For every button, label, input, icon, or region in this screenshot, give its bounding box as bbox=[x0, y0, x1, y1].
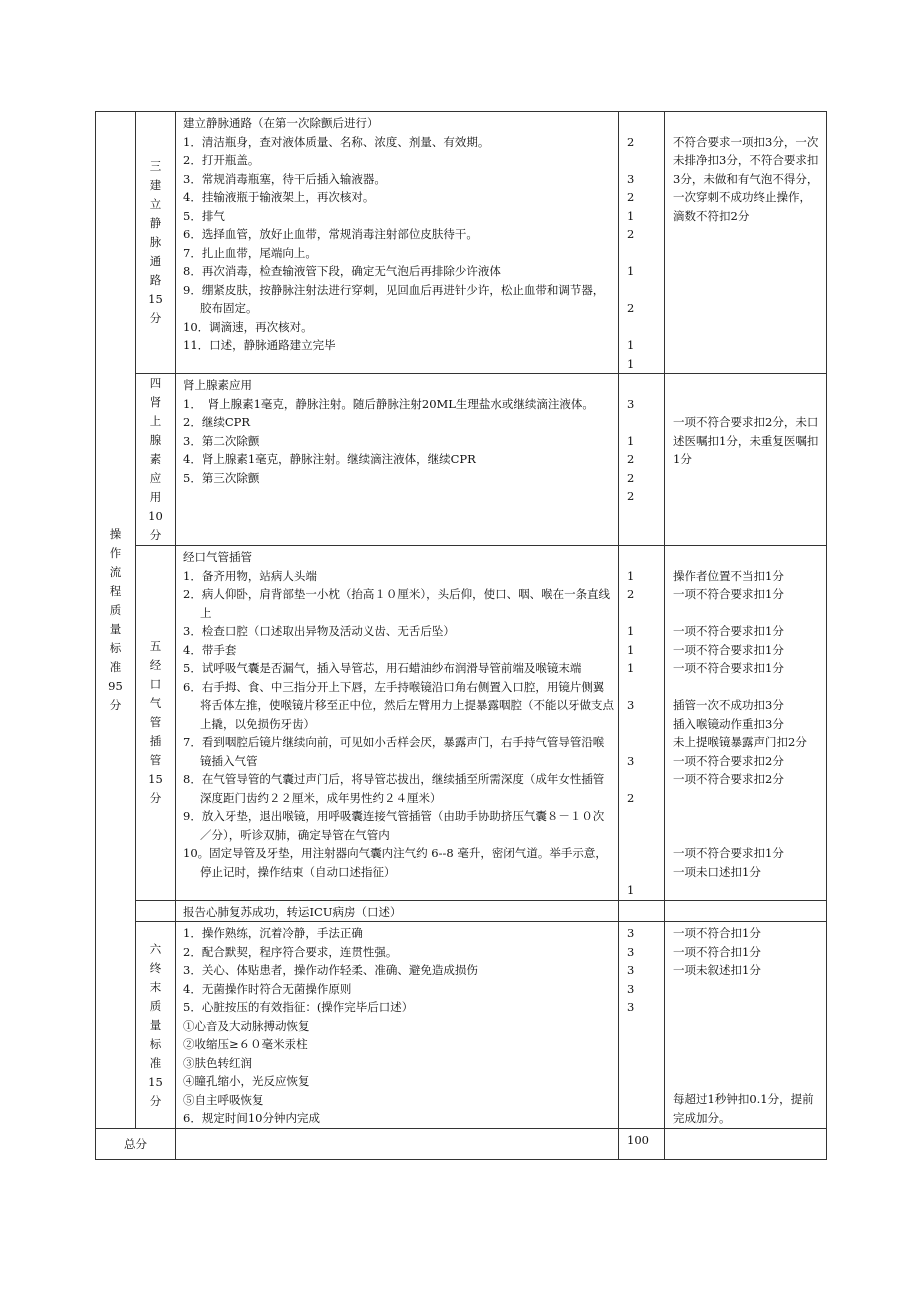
deduction-text: 一项不符合要求扣2分 bbox=[673, 772, 784, 786]
list-item: 3．关心、体贴患者，操作动作轻柔、准确、避免造成损伤 bbox=[183, 963, 478, 977]
label-char: 立 bbox=[149, 197, 162, 211]
main-char: 分 bbox=[109, 698, 122, 712]
list-item: 4．挂输液瓶于输液架上，再次核对。 bbox=[183, 190, 375, 204]
score-value: 2 bbox=[627, 227, 635, 241]
main-category-label bbox=[96, 112, 136, 1129]
total-score-value: 100 bbox=[627, 1133, 649, 1147]
label-char: 建 bbox=[149, 178, 162, 192]
deduction-text: 一项不符合要求扣1分 bbox=[673, 846, 784, 860]
section-3-row bbox=[96, 112, 827, 374]
label-char: 管 bbox=[149, 715, 162, 730]
label-char: 气 bbox=[149, 696, 162, 711]
section-5-deduction bbox=[665, 546, 827, 901]
list-item: 5．排气 bbox=[183, 208, 225, 223]
main-char: 流 bbox=[109, 565, 122, 579]
score-value: 2 bbox=[627, 587, 635, 601]
total-score bbox=[619, 1129, 665, 1160]
report-content bbox=[176, 900, 619, 922]
deduction-text: 一项不符合扣1分 bbox=[673, 926, 761, 940]
list-item: 1． 肾上腺素1毫克，静脉注射。随后静脉注射20ML生理盐水或继续滴注液体。 bbox=[183, 396, 594, 411]
section-6-scores bbox=[619, 922, 665, 1129]
label-char: 肾 bbox=[149, 395, 162, 409]
deduction-text: 每超过1秒钟扣0.1分，提前完成加分。 bbox=[673, 1092, 814, 1125]
section-3-label bbox=[136, 112, 176, 374]
deduction-text: 一项未叙述扣1分 bbox=[673, 963, 761, 977]
section-4-scores bbox=[619, 374, 665, 546]
list-item: 6．右手拇、食、中三指分开上下唇，左手持喉镜沿口角右侧置入口腔，用镜片侧翼将舌体左推，使喉镜片移至正中位，然后左臂用力上提暴露咽腔（不能以牙做支点上撬，以免损伤牙齿） bbox=[183, 679, 614, 731]
list-item: 3．常规消毒瓶塞，待干后插入输液器。 bbox=[183, 171, 386, 186]
score-value: 2 bbox=[627, 489, 635, 503]
score-value: 2 bbox=[627, 190, 635, 204]
label-char: 脉 bbox=[149, 235, 162, 249]
label-char: 15 bbox=[148, 772, 163, 787]
label-char: 分 bbox=[149, 791, 162, 806]
label-char: 10 bbox=[148, 509, 163, 523]
list-item: 5．心脏按压的有效指征：(操作完毕后口述） bbox=[183, 1000, 414, 1014]
score-value: 3 bbox=[627, 981, 635, 996]
label-char: 分 bbox=[149, 311, 162, 325]
score-value: 1 bbox=[627, 356, 635, 371]
label-char: 质 bbox=[149, 998, 162, 1013]
list-item: 5．第三次除颤 bbox=[183, 470, 260, 485]
total-deduction-cell bbox=[665, 1129, 827, 1160]
main-char: 95 bbox=[108, 679, 123, 693]
section-3-content bbox=[176, 112, 619, 374]
total-label bbox=[96, 1129, 176, 1160]
label-char: 口 bbox=[149, 677, 162, 692]
score-value: 3 bbox=[627, 171, 635, 186]
deduction-text: 一项不符合要求扣1分 bbox=[673, 624, 784, 638]
score-value: 3 bbox=[627, 698, 635, 712]
deduction-text: 不符合要求一项扣3分，一次未排净扣3分，不符合要求扣3分，未做和有气泡不得分，一次穿刺不成功终止操作，滴数不符扣2分 bbox=[673, 134, 819, 223]
label-char: 管 bbox=[149, 753, 162, 768]
label-char: 标 bbox=[149, 1036, 162, 1051]
list-item: 10．调滴速，再次核对。 bbox=[183, 319, 313, 334]
score-value: 3 bbox=[627, 1000, 635, 1014]
deduction-text: 一项不符合扣1分 bbox=[673, 944, 761, 959]
list-item: 4．无菌操作时符合无菌操作原则 bbox=[183, 981, 352, 996]
report-label-cell bbox=[136, 900, 176, 922]
list-item: 4．带手套 bbox=[183, 642, 237, 657]
score-value: 2 bbox=[627, 452, 635, 466]
scoring-table bbox=[95, 111, 827, 1160]
deduction-text: 一项未口述扣1分 bbox=[673, 864, 761, 879]
score-value: 1 bbox=[627, 338, 635, 352]
score-value: 3 bbox=[627, 396, 635, 411]
section-4-row bbox=[96, 374, 827, 546]
total-content-cell bbox=[176, 1129, 619, 1160]
label-char: 末 bbox=[149, 979, 162, 994]
score-value: 3 bbox=[627, 963, 635, 977]
list-item: 2．继续CPR bbox=[183, 415, 251, 429]
label-char: 经 bbox=[149, 658, 162, 673]
label-char: 四 bbox=[149, 376, 162, 390]
main-char: 作 bbox=[109, 546, 122, 560]
list-item: ④瞳孔缩小，光反应恢复 bbox=[183, 1074, 310, 1088]
total-row bbox=[96, 1129, 827, 1160]
label-char: 用 bbox=[149, 490, 162, 504]
deduction-text: 插管一次不成功扣3分 bbox=[673, 698, 784, 712]
label-char: 15 bbox=[148, 1074, 163, 1089]
list-item: ①心音及大动脉搏动恢复 bbox=[183, 1018, 310, 1033]
list-item: 5．试呼吸气囊是否漏气，插入导管芯，用石蜡油纱布润滑导管前端及喉镜末端 bbox=[183, 661, 582, 675]
score-value: 1 bbox=[627, 661, 635, 675]
list-item: 1．备齐用物，站病人头端 bbox=[183, 568, 317, 583]
label-char: 路 bbox=[149, 273, 162, 287]
deduction-text: 操作者位置不当扣1分 bbox=[673, 568, 784, 583]
list-item: 11．口述，静脉通路建立完毕 bbox=[183, 338, 336, 352]
section-3-deduction bbox=[665, 112, 827, 374]
section-3-scores bbox=[619, 112, 665, 374]
label-char: 准 bbox=[149, 1055, 162, 1070]
deduction-text: 插入喉镜动作重扣3分 bbox=[673, 716, 784, 731]
section-6-label bbox=[136, 922, 176, 1129]
deduction-text: 一项不符合要求扣1分 bbox=[673, 661, 784, 675]
list-item: 7．看到咽腔后镜片继续向前，可见如小舌样会厌，暴露声门，右手持气管导管沿喉镜插入气管 bbox=[183, 735, 605, 768]
main-char: 程 bbox=[109, 584, 122, 598]
section-4-label bbox=[136, 374, 176, 546]
list-item: 2．病人仰卧，肩背部垫一小枕（抬高１０厘米），头后仰，使口、咽、喉在一条直线上 bbox=[183, 587, 611, 620]
label-char: 应 bbox=[149, 471, 162, 485]
section-5-scores bbox=[619, 546, 665, 901]
deduction-text: 未上提喉镜暴露声门扣2分 bbox=[673, 735, 807, 749]
label-char: 通 bbox=[149, 254, 162, 268]
report-text: 报告心肺复苏成功，转运ICU病房（口述） bbox=[183, 904, 402, 919]
score-value: 1 bbox=[627, 568, 635, 583]
score-value: 3 bbox=[627, 944, 635, 959]
main-char: 操 bbox=[109, 527, 122, 541]
section-title: 经口气管插管 bbox=[183, 550, 252, 564]
score-value: 1 bbox=[627, 208, 635, 223]
main-char: 标 bbox=[109, 641, 122, 655]
label-char: 量 bbox=[149, 1017, 162, 1032]
list-item: 7．扎止血带，尾端向上。 bbox=[183, 245, 317, 260]
score-value: 2 bbox=[627, 790, 635, 805]
label-char: 五 bbox=[149, 639, 162, 654]
list-item: 4．肾上腺素1毫克，静脉注射。继续滴注液体，继续CPR bbox=[183, 452, 476, 466]
section-6-deduction bbox=[665, 922, 827, 1129]
list-item: 6．选择血管，放好止血带，常规消毒注射部位皮肤待干。 bbox=[183, 227, 478, 241]
label-char: 六 bbox=[149, 941, 162, 956]
report-row bbox=[96, 900, 827, 922]
score-value: 3 bbox=[627, 753, 635, 768]
score-value: 1 bbox=[627, 624, 635, 638]
score-value: 2 bbox=[627, 301, 635, 315]
section-4-deduction bbox=[665, 374, 827, 546]
label-char: 素 bbox=[149, 452, 162, 466]
report-score-cell bbox=[619, 900, 665, 922]
deduction-text: 一项不符合要求扣1分 bbox=[673, 587, 784, 601]
section-5-row bbox=[96, 546, 827, 901]
label-char: 插 bbox=[149, 734, 162, 749]
list-item: ②收缩压≥６０毫米汞柱 bbox=[183, 1037, 308, 1051]
total-label-text: 总分 bbox=[124, 1137, 147, 1151]
main-char: 质 bbox=[109, 603, 122, 617]
label-char: 15 bbox=[148, 292, 163, 306]
deduction-text: 一项不符合要求扣2分 bbox=[673, 753, 784, 768]
list-item: 3．检查口腔（口述取出异物及活动义齿、无舌后坠） bbox=[183, 624, 455, 638]
list-item: 3．第二次除颤 bbox=[183, 433, 260, 448]
score-value: 1 bbox=[627, 433, 635, 448]
list-item: 8．再次消毒，检查输液管下段，确定无气泡后再排除少许液体 bbox=[183, 264, 501, 278]
list-item: 6．规定时间10分钟内完成 bbox=[183, 1111, 320, 1125]
label-char: 腺 bbox=[149, 433, 162, 447]
list-item: 9．放入牙垫，退出喉镜，用呼吸囊连接气管插管（由助手协助挤压气囊８－１０次／分），听诊双肺，确定导管在气管内 bbox=[183, 809, 605, 842]
score-value: 2 bbox=[627, 134, 635, 149]
score-value: 1 bbox=[627, 642, 635, 657]
section-6-content bbox=[176, 922, 619, 1129]
section-5-label bbox=[136, 546, 176, 901]
list-item: 10。固定导管及牙垫，用注射器向气囊内注气约 6--8 毫升，密闭气道。举手示意，停止记时，操作结束（自动口述指征） bbox=[183, 846, 607, 879]
list-item: ⑤自主呼吸恢复 bbox=[183, 1092, 264, 1107]
list-item: 9．绷紧皮肤，按静脉注射法进行穿刺，见回血后再进针少许，松止血带和调节器，胶布固定。 bbox=[183, 282, 605, 315]
section-title: 建立静脉通路（在第一次除颤后进行） bbox=[183, 116, 379, 130]
list-item: 2．打开瓶盖。 bbox=[183, 153, 260, 167]
score-value: 1 bbox=[627, 264, 635, 278]
score-value: 1 bbox=[627, 883, 635, 897]
deduction-text: 一项不符合要求扣2分，未口述医嘱扣1分，未重复医嘱扣1分 bbox=[673, 415, 819, 466]
list-item: 2．配合默契，程序符合要求，连贯性强。 bbox=[183, 944, 398, 959]
score-value: 3 bbox=[627, 926, 635, 940]
main-char: 准 bbox=[109, 660, 122, 674]
section-title: 肾上腺素应用 bbox=[183, 378, 252, 392]
score-value: 2 bbox=[627, 470, 635, 485]
label-char: 上 bbox=[149, 414, 162, 428]
list-item: 1．操作熟练，沉着冷静，手法正确 bbox=[183, 926, 363, 940]
report-deduction-cell bbox=[665, 900, 827, 922]
label-char: 分 bbox=[149, 528, 162, 542]
main-char: 量 bbox=[109, 622, 122, 636]
section-4-content bbox=[176, 374, 619, 546]
label-char: 三 bbox=[149, 159, 162, 173]
list-item: 1．清洁瓶身，查对液体质量、名称、浓度、剂量、有效期。 bbox=[183, 134, 490, 149]
list-item: 8．在气管导管的气囊过声门后，将导管芯拔出，继续插至所需深度（成年女性插管深度距门齿约２２厘米，成年男性约２４厘米） bbox=[183, 772, 605, 805]
deduction-text: 一项不符合要求扣1分 bbox=[673, 642, 784, 657]
section-6-row bbox=[96, 922, 827, 1129]
section-5-content bbox=[176, 546, 619, 901]
label-char: 分 bbox=[149, 1093, 162, 1108]
label-char: 静 bbox=[149, 216, 162, 230]
list-item: ③肤色转红润 bbox=[183, 1055, 252, 1070]
label-char: 终 bbox=[149, 960, 162, 975]
